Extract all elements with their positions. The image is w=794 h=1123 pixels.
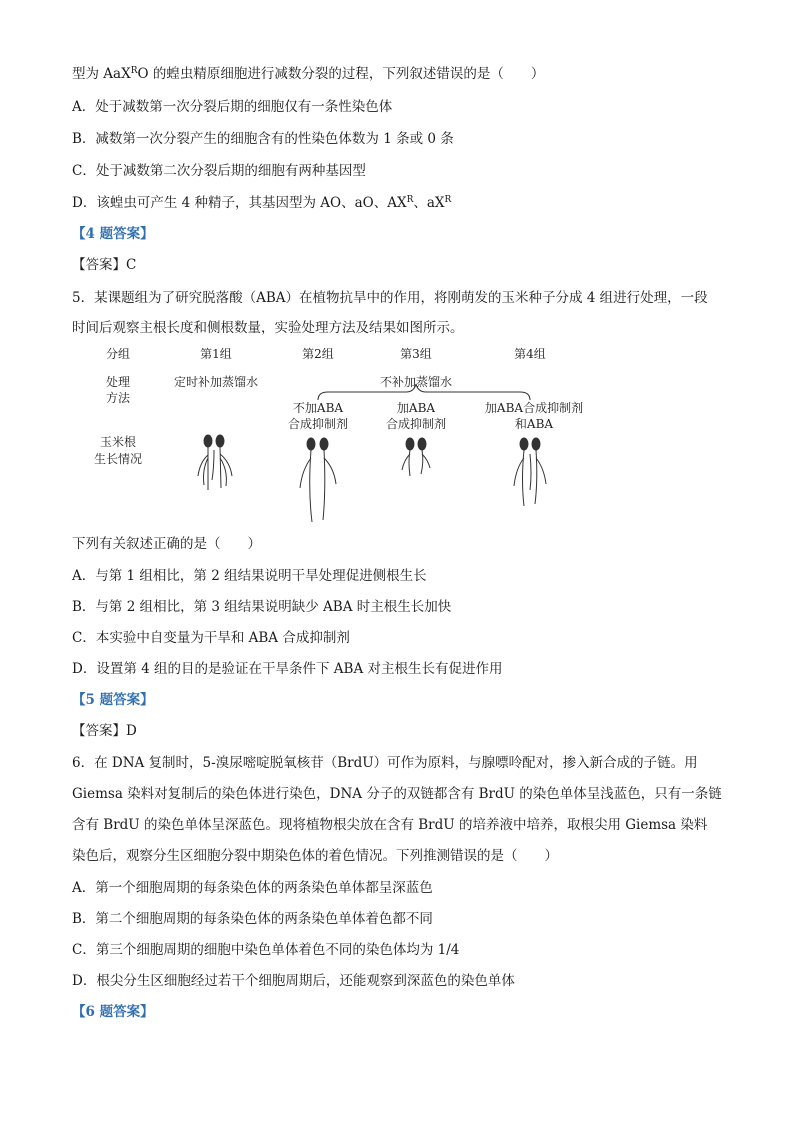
q4-stem [72, 64, 544, 84]
seedling-group-1 [198, 435, 232, 490]
q6-option-a: A．第一个细胞周期的每条染色体的两条染色单体都呈深蓝色 [72, 880, 433, 896]
fig-row-growth-2: 生长情况 [93, 452, 143, 466]
fig-shared-treatment: 不补加蒸馏水 [379, 375, 453, 389]
q5-question: 下列有关叙述正确的是（ ） [72, 536, 261, 552]
fig-group-1: 第1组 [200, 347, 232, 361]
q6-option-b: B．第二个细胞周期的每条染色体的两条染色单体着色都不同 [72, 911, 433, 927]
fig-g4-treat-1: 加ABA合成抑制剂 [484, 401, 584, 415]
q4-option-d-part: D．该蝗虫可产生 4 种精子，其基因型为 AO、aO、AX [72, 195, 407, 211]
q4-option-d-sup: R [444, 195, 452, 205]
q6-option-c: C．第三个细胞周期的细胞中染色单体着色不同的染色体均为 1/4 [72, 942, 460, 958]
q6-answer-header: 【6 题答案】 [72, 1004, 154, 1020]
fig-group-3: 第3组 [400, 347, 432, 361]
seedling-group-4 [514, 438, 546, 506]
fig-g1-treatment: 定时补加蒸馏水 [173, 375, 259, 389]
q6-stem-line3: 含有 BrdU 的染色单体呈深蓝色。现将植物根尖放在含有 BrdU 的培养液中培养，取根尖用 Giemsa 染料 [72, 817, 708, 833]
q5-stem-line1: 5．某课题组为了研究脱落酸（ABA）在植物抗旱中的作用，将刚萌发的玉米种子分成 4 组进行处理，一段 [72, 290, 708, 306]
q5-option-d: D．设置第 4 组的目的是验证在干旱条件下 ABA 对主根生长有促进作用 [72, 661, 503, 677]
q5-stem-line2: 时间后观察主根长度和侧根数量，实验处理方法及结果如图所示。 [72, 320, 464, 336]
q6-option-d: D．根尖分生区细胞经过若干个细胞周期后，还能观察到深蓝色的染色单体 [72, 973, 515, 989]
q4-stem-part: 型为 AaX [72, 66, 131, 82]
q4-answer: 【答案】C [72, 257, 137, 273]
q6-stem-line4: 染色后，观察分生区细胞分裂中期染色体的着色情况。下列推测错误的是（ ） [72, 848, 558, 864]
q4-stem-part: O 的蝗虫精原细胞进行减数分裂的过程，下列叙述错误的是（ ） [137, 66, 545, 82]
fig-g2-treat-1: 不加ABA [292, 401, 344, 415]
q5-option-a: A．与第 1 组相比，第 2 组结果说明干旱处理促进侧根生长 [72, 568, 427, 584]
fig-row-group: 分组 [105, 347, 131, 361]
q5-answer-header: 【5 题答案】 [72, 692, 154, 708]
q4-option-b: B．减数第一次分裂产生的细胞含有的性染色体数为 1 条或 0 条 [72, 131, 454, 147]
q4-option-d-part: 、aX [413, 195, 445, 211]
q5-figure [80, 340, 720, 530]
fig-g2-treat-2: 合成抑制剂 [287, 417, 349, 431]
fig-group-4: 第4组 [514, 347, 546, 361]
seedling-group-3 [402, 438, 430, 476]
fig-group-2: 第2组 [302, 347, 334, 361]
fig-g4-treat-2: 和ABA [514, 417, 554, 431]
q5-answer: 【答案】D [72, 723, 137, 739]
q4-option-d [72, 193, 451, 213]
fig-row-growth-1: 玉米根 [99, 435, 137, 449]
q6-stem-line1: 6．在 DNA 复制时，5-溴尿嘧啶脱氧核苷（BrdU）可作为原料，与腺嘌呤配对，掺入新合成的子链。用 [72, 755, 698, 771]
fig-g3-treat-1: 加ABA [396, 401, 436, 415]
fig-g3-treat-2: 合成抑制剂 [385, 417, 447, 431]
seedling-group-2 [300, 438, 336, 522]
q5-option-c: C．本实验中自变量为干旱和 ABA 合成抑制剂 [72, 630, 350, 646]
q5-option-b: B．与第 2 组相比，第 3 组结果说明缺少 ABA 时主根生长加快 [72, 599, 452, 615]
q4-option-d-sup: R [406, 195, 414, 205]
q6-stem-line2: Giemsa 染料对复制后的染色体进行染色，DNA 分子的双链都含有 BrdU 的染色单体呈浅蓝色，只有一条链 [72, 786, 722, 802]
q4-option-c: C．处于减数第二次分裂后期的细胞有两种基因型 [72, 163, 366, 179]
q4-stem-sup: R [130, 66, 138, 76]
q4-answer-header: 【4 题答案】 [72, 226, 154, 242]
fig-row-treat-2: 方法 [105, 391, 131, 405]
q4-option-a: A．处于减数第一次分裂后期的细胞仅有一条性染色体 [72, 99, 393, 115]
fig-row-treat-1: 处理 [105, 375, 131, 389]
